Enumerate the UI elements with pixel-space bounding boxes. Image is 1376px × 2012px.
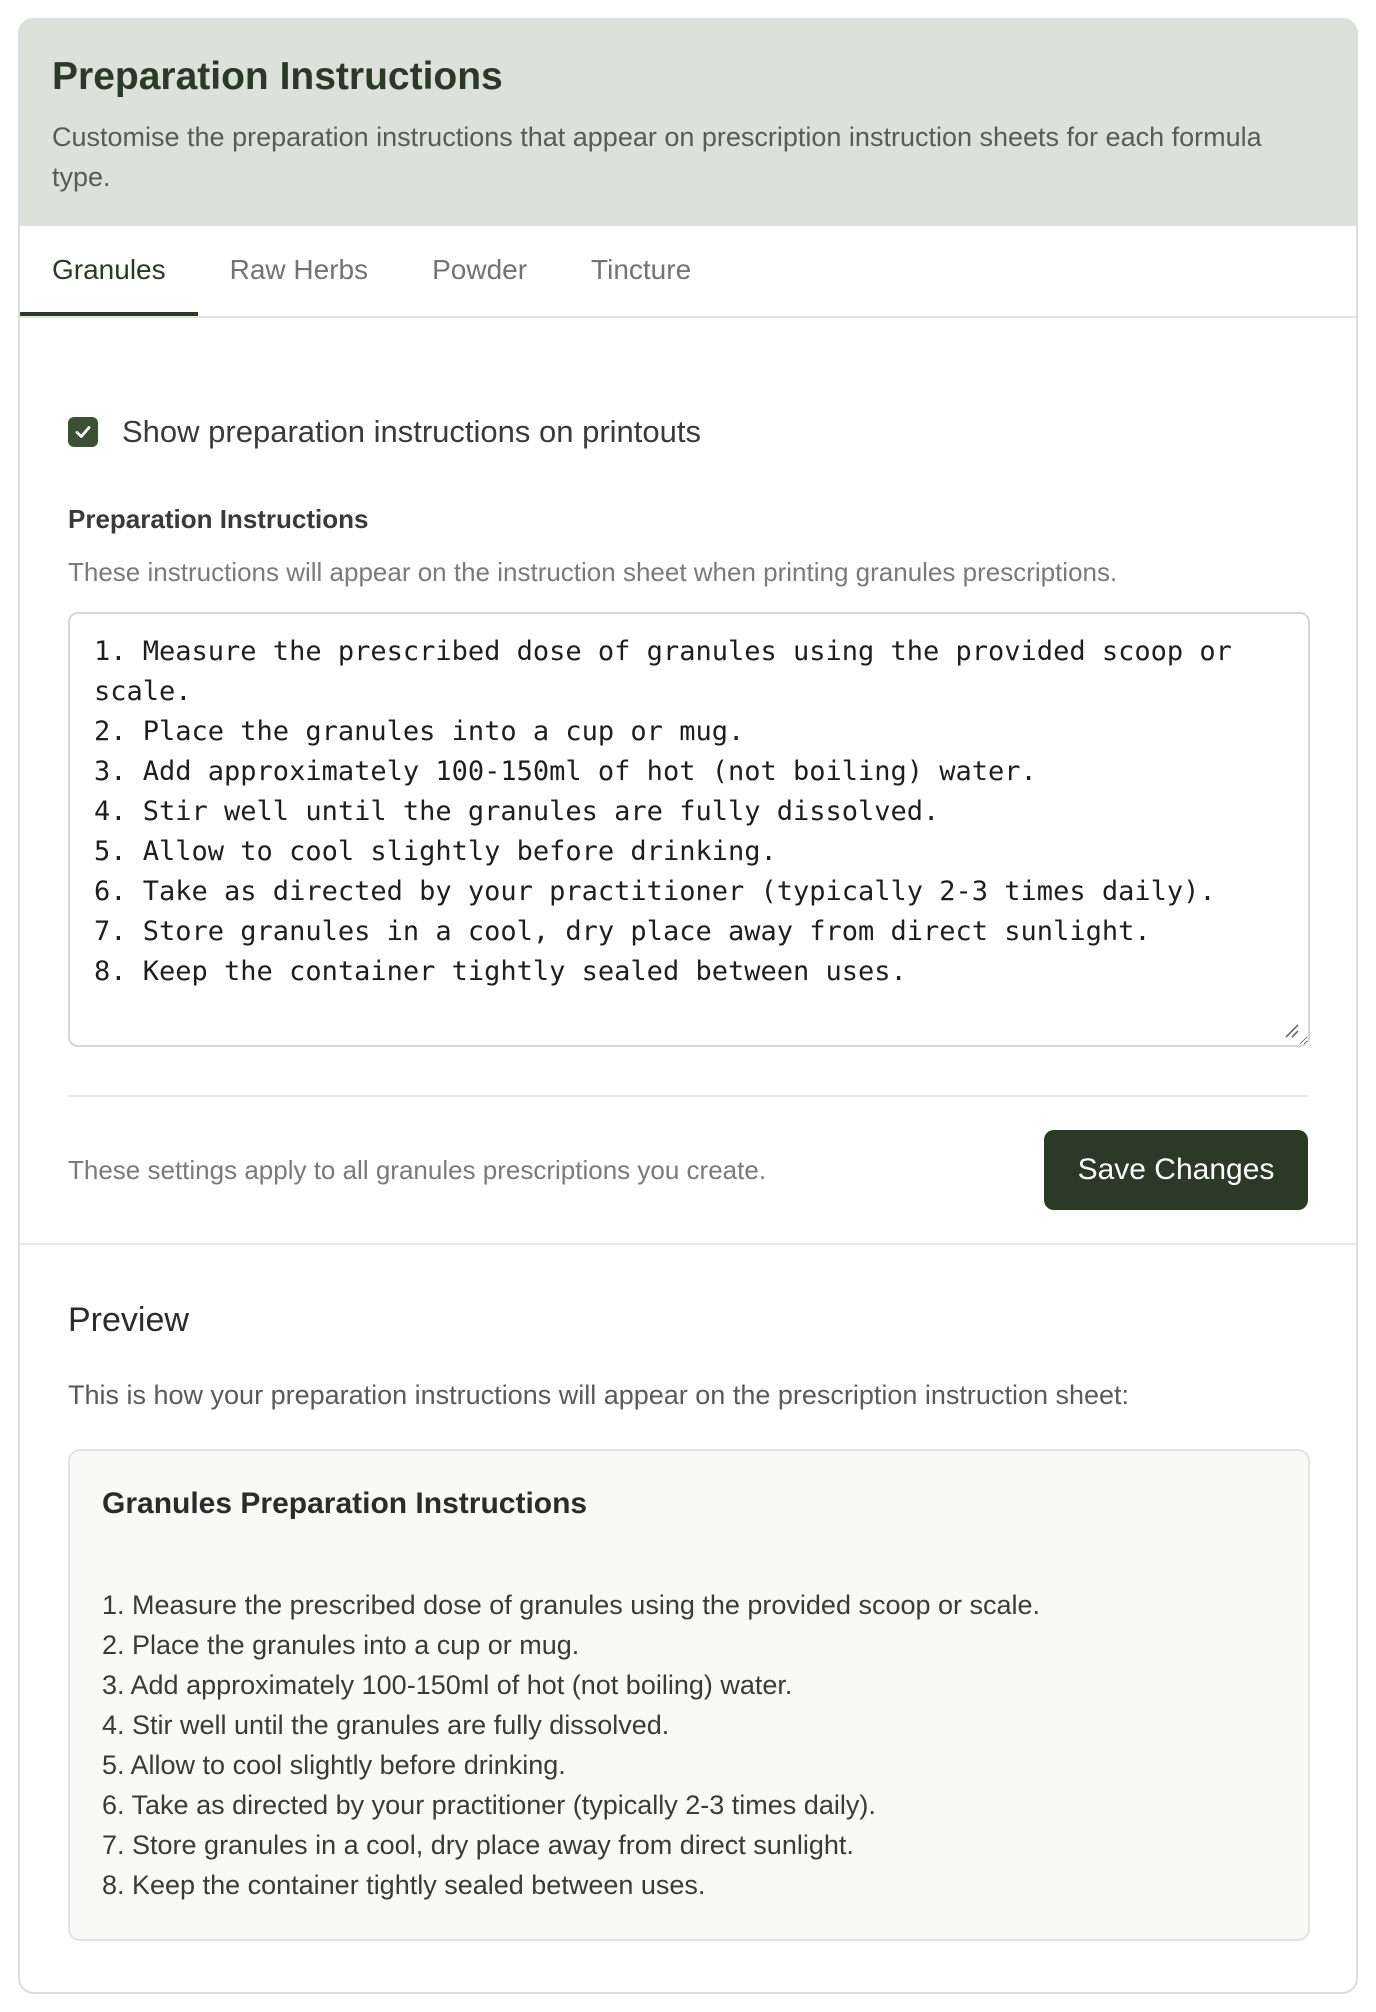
preview-line: 4. Stir well until the granules are fully dissolved. [102,1710,670,1740]
preview-title: Preview [68,1301,189,1339]
save-button[interactable]: Save Changes [1044,1130,1308,1210]
preview-line: 3. Add approximately 100-150ml of hot (not boiling) water. [102,1670,793,1700]
instructions-textarea-wrap [68,612,1308,1047]
instructions-textarea[interactable] [68,612,1310,1047]
preview-box-title: Granules Preparation Instructions [102,1487,588,1520]
tab-raw-herbs[interactable]: Raw Herbs [229,254,369,285]
card-header [20,20,1356,226]
preview-line: 5. Allow to cool slightly before drinking. [102,1750,566,1780]
preview-line: 1. Measure the prescribed dose of granules using the provided scoop or scale. [102,1590,1041,1620]
granules-settings-panel [20,414,1356,1243]
preview-line: 7. Store granules in a cool, dry place away from direct sunlight. [102,1830,854,1860]
tab-tincture[interactable]: Tincture [591,254,692,285]
show-instructions-label[interactable]: Show preparation instructions on printouts [122,414,701,449]
preparation-instructions-card [18,18,1358,1994]
section-divider [20,1243,1356,1245]
show-instructions-checkbox[interactable] [68,417,98,447]
tab-granules[interactable]: Granules [20,226,198,316]
preview-description: This is how your preparation instructions will appear on the prescription instruction sheet: [68,1380,1130,1410]
preview-line: 2. Place the granules into a cup or mug. [102,1630,580,1660]
tab-powder[interactable]: Powder [432,254,528,285]
preview-line: 8. Keep the container tightly sealed between uses. [102,1870,706,1900]
instructions-field-help: These instructions will appear on the instruction sheet when printing granules prescriptions. [68,557,1118,587]
instructions-field-label: Preparation Instructions [68,504,369,534]
show-instructions-row [68,414,1308,450]
preview-section [20,1301,1356,1941]
form-footer [68,1097,1308,1243]
page-description: Customise the preparation instructions that appear on prescription instruction sheets for each formula type. [52,121,1262,192]
check-icon [73,422,93,442]
resize-grip-icon[interactable] [1282,1021,1300,1039]
settings-scope-note: These settings apply to all granules prescriptions you create. [68,1154,767,1185]
formula-type-tabs [20,226,1356,318]
preview-line: 6. Take as directed by your practitioner (typically 2-3 times daily). [102,1790,876,1820]
preview-instruction-list [102,1585,1276,1905]
preview-box [68,1449,1310,1941]
page-title: Preparation Instructions [52,55,503,98]
